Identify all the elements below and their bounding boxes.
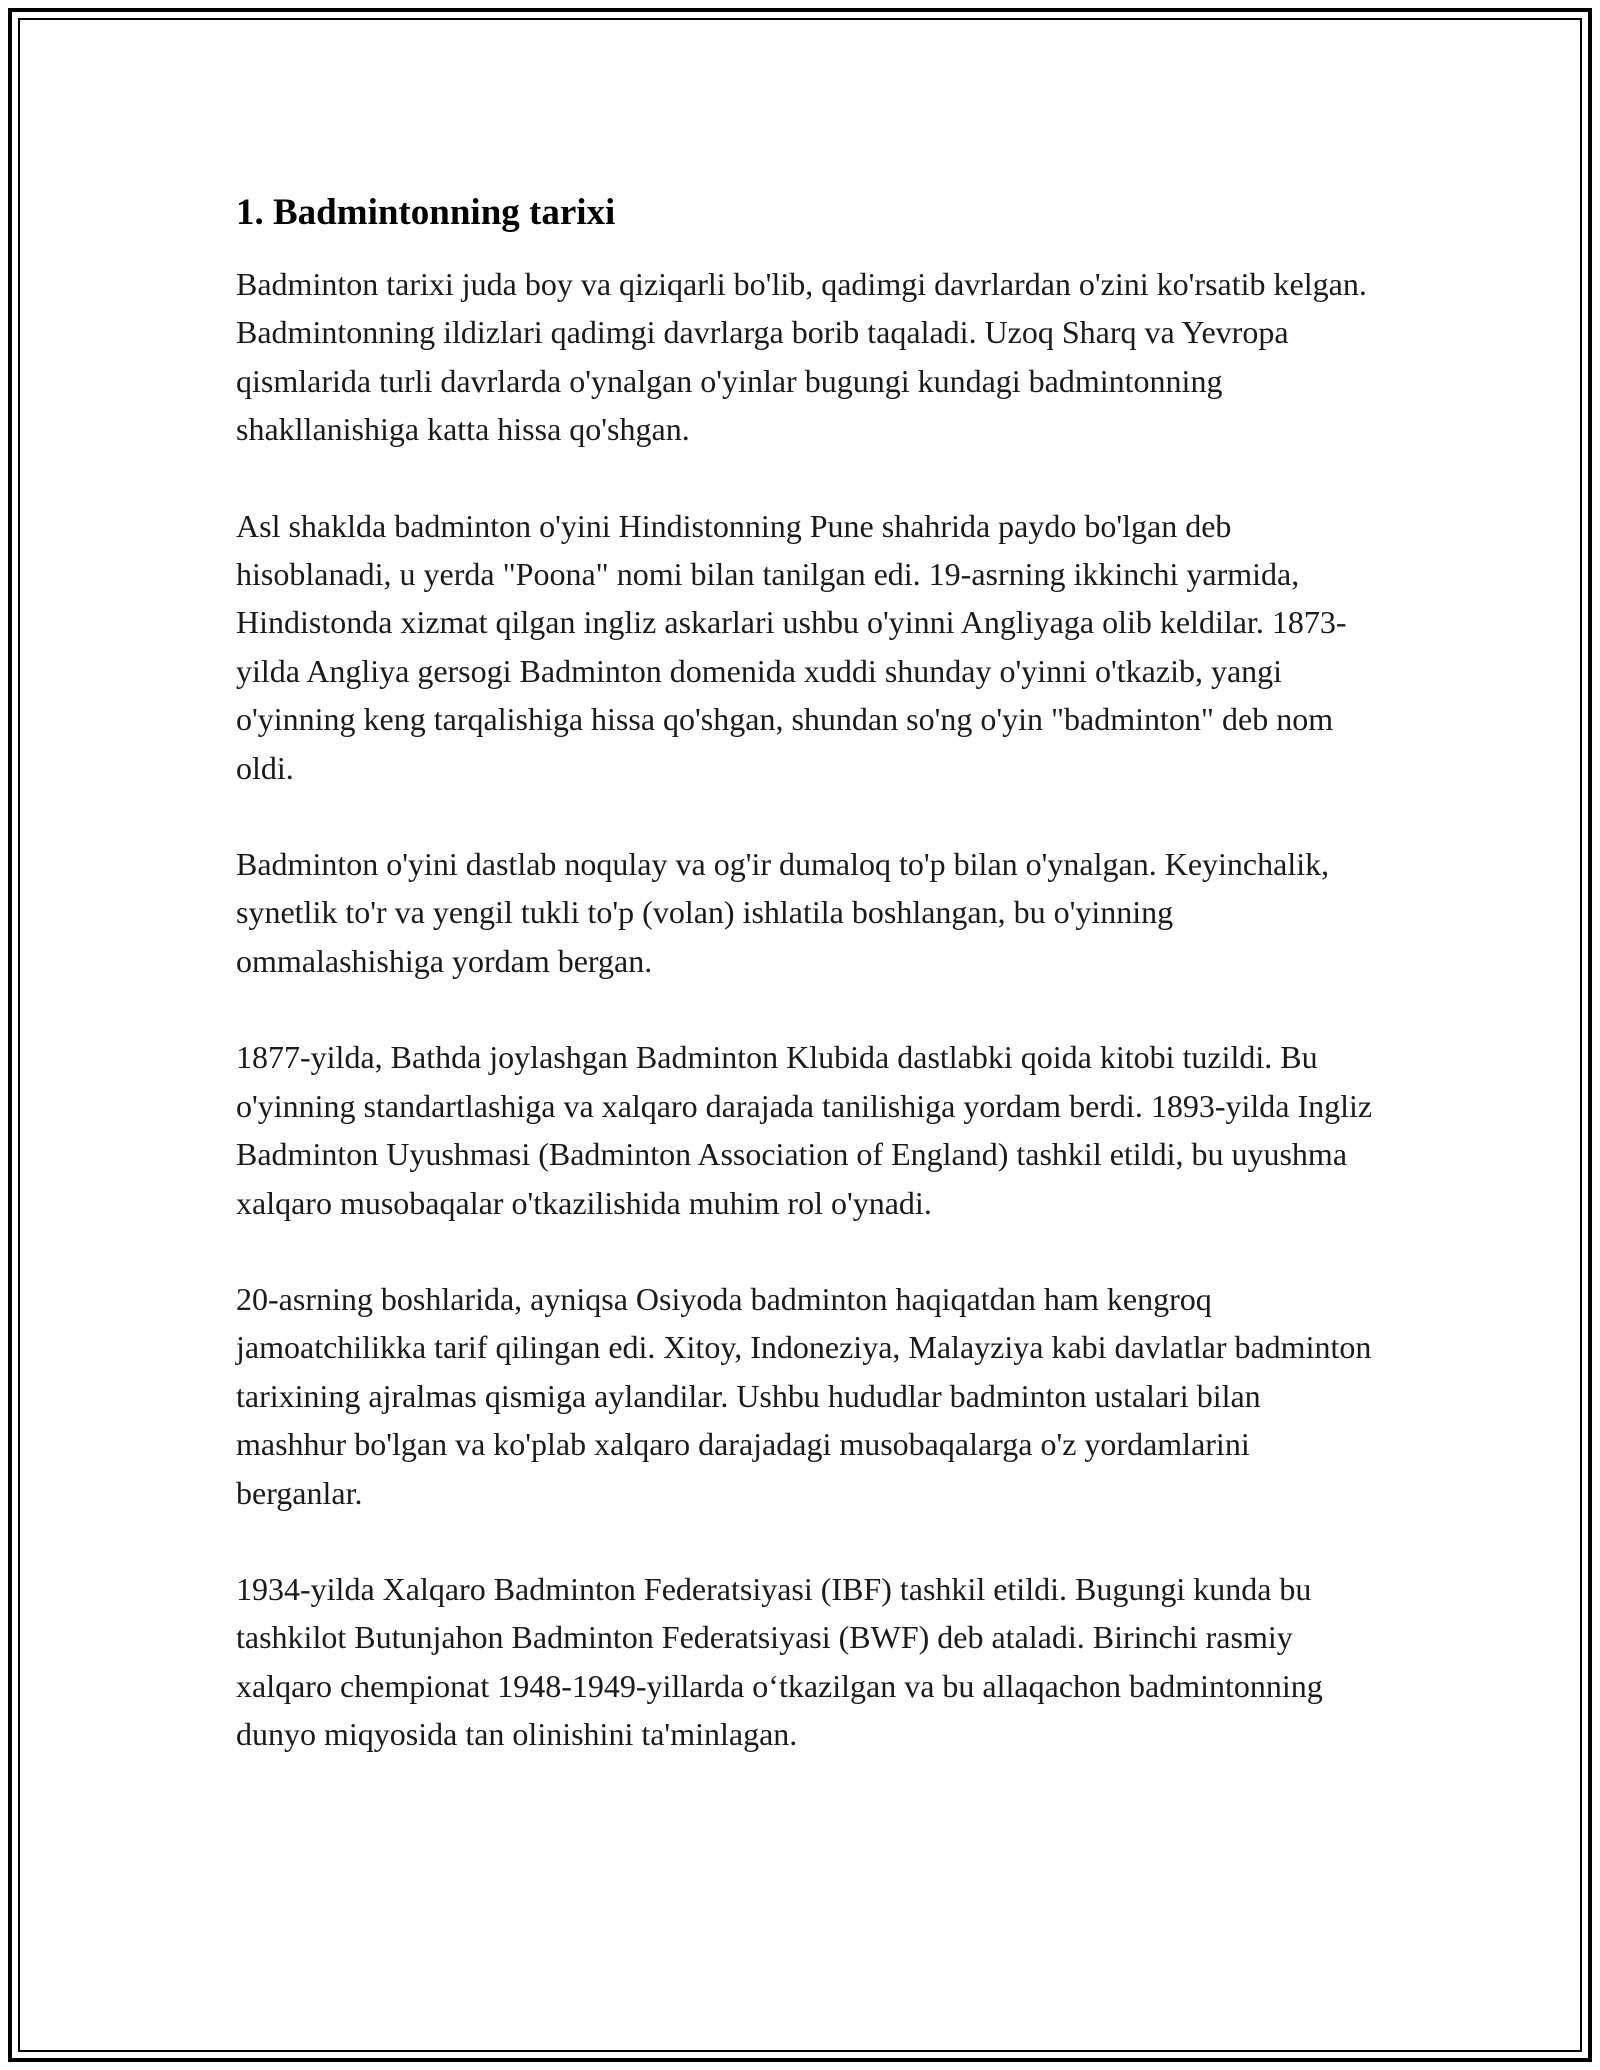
- paragraph-6: 1934-yilda Xalqaro Badminton Federatsiyasi (IBF) tashkil etildi. Bugungi kunda bu tashkilot Butunjahon Badminton Federatsiyasi (BWF) deb ataladi. Birinchi rasmiy xalqaro chempionat 1948-1949-yillarda o‘tkazilgan va bu allaqachon badmintonning dunyo miqyosida tan olinishini ta'minlagan.: [236, 1570, 1323, 1753]
- paragraph-5: 20-asrning boshlarida, ayniqsa Osiyoda badminton haqiqatdan ham kengroq jamoatchilikka tarif qilingan edi. Xitoy, Indoneziya, Malayziya kabi davlatlar badminton tarixining ajralmas qismiga aylandilar. Ushbu hududlar badminton ustalari bilan mashhur bo'lgan va ko'plab xalqaro darajadagi musobaqalarga o'z yordamlarini berganlar.: [236, 1280, 1372, 1511]
- paragraph-1: Badminton tarixi juda boy va qiziqarli bo'lib, qadimgi davrlardan o'zini ko'rsatib kelgan. Badmintonning ildizlari qadimgi davrlarga borib taqaladi. Uzoq Sharq va Yevropa qismlarida turli davrlarda o'ynalgan o'yinlar bugungi kundagi badmintonning shakllanishiga katta hissa qo'shgan.: [236, 266, 1367, 448]
- paragraph-3: Badminton o'yini dastlab noqulay va og'ir dumaloq to'p bilan o'ynalgan. Keyinchalik, synetlik to'r va yengil tukli to'p (volan) ishlatila boshlangan, bu o'yinning ommalashishiga yordam bergan.: [236, 846, 1330, 979]
- paragraph-2: Asl shaklda badminton o'yini Hindistonning Pune shahrida paydo bo'lgan deb hisoblanadi, u yerda "Poona" nomi bilan tanilgan edi. 19-asrning ikkinchi yarmida, Hindistonda xizmat qilgan ingliz askarlari ushbu o'yinni Angliyaga olib keldilar. 1873-yilda Angliya gersogi Badminton domenida xuddi shunday o'yinni o'tkazib, yangi o'yinning keng tarqalishiga hissa qo'shgan, shundan so'ng o'yin "badminton" deb nom oldi.: [236, 507, 1347, 786]
- paragraph-4: 1877-yilda, Bathda joylashgan Badminton Klubida dastlabki qoida kitobi tuzildi. Bu o'yinning standartlashiga va xalqaro darajada tanilishiga yordam berdi. 1893-yilda Ingliz Badminton Uyushmasi (Badminton Association of England) tashkil etildi, bu uyushma xalqaro musobaqalar o'tkazilishida muhim rol o'ynadi.: [236, 1039, 1373, 1221]
- page-title: 1. Badmintonning tarixi: [236, 192, 616, 233]
- document-body: [236, 185, 1376, 1759]
